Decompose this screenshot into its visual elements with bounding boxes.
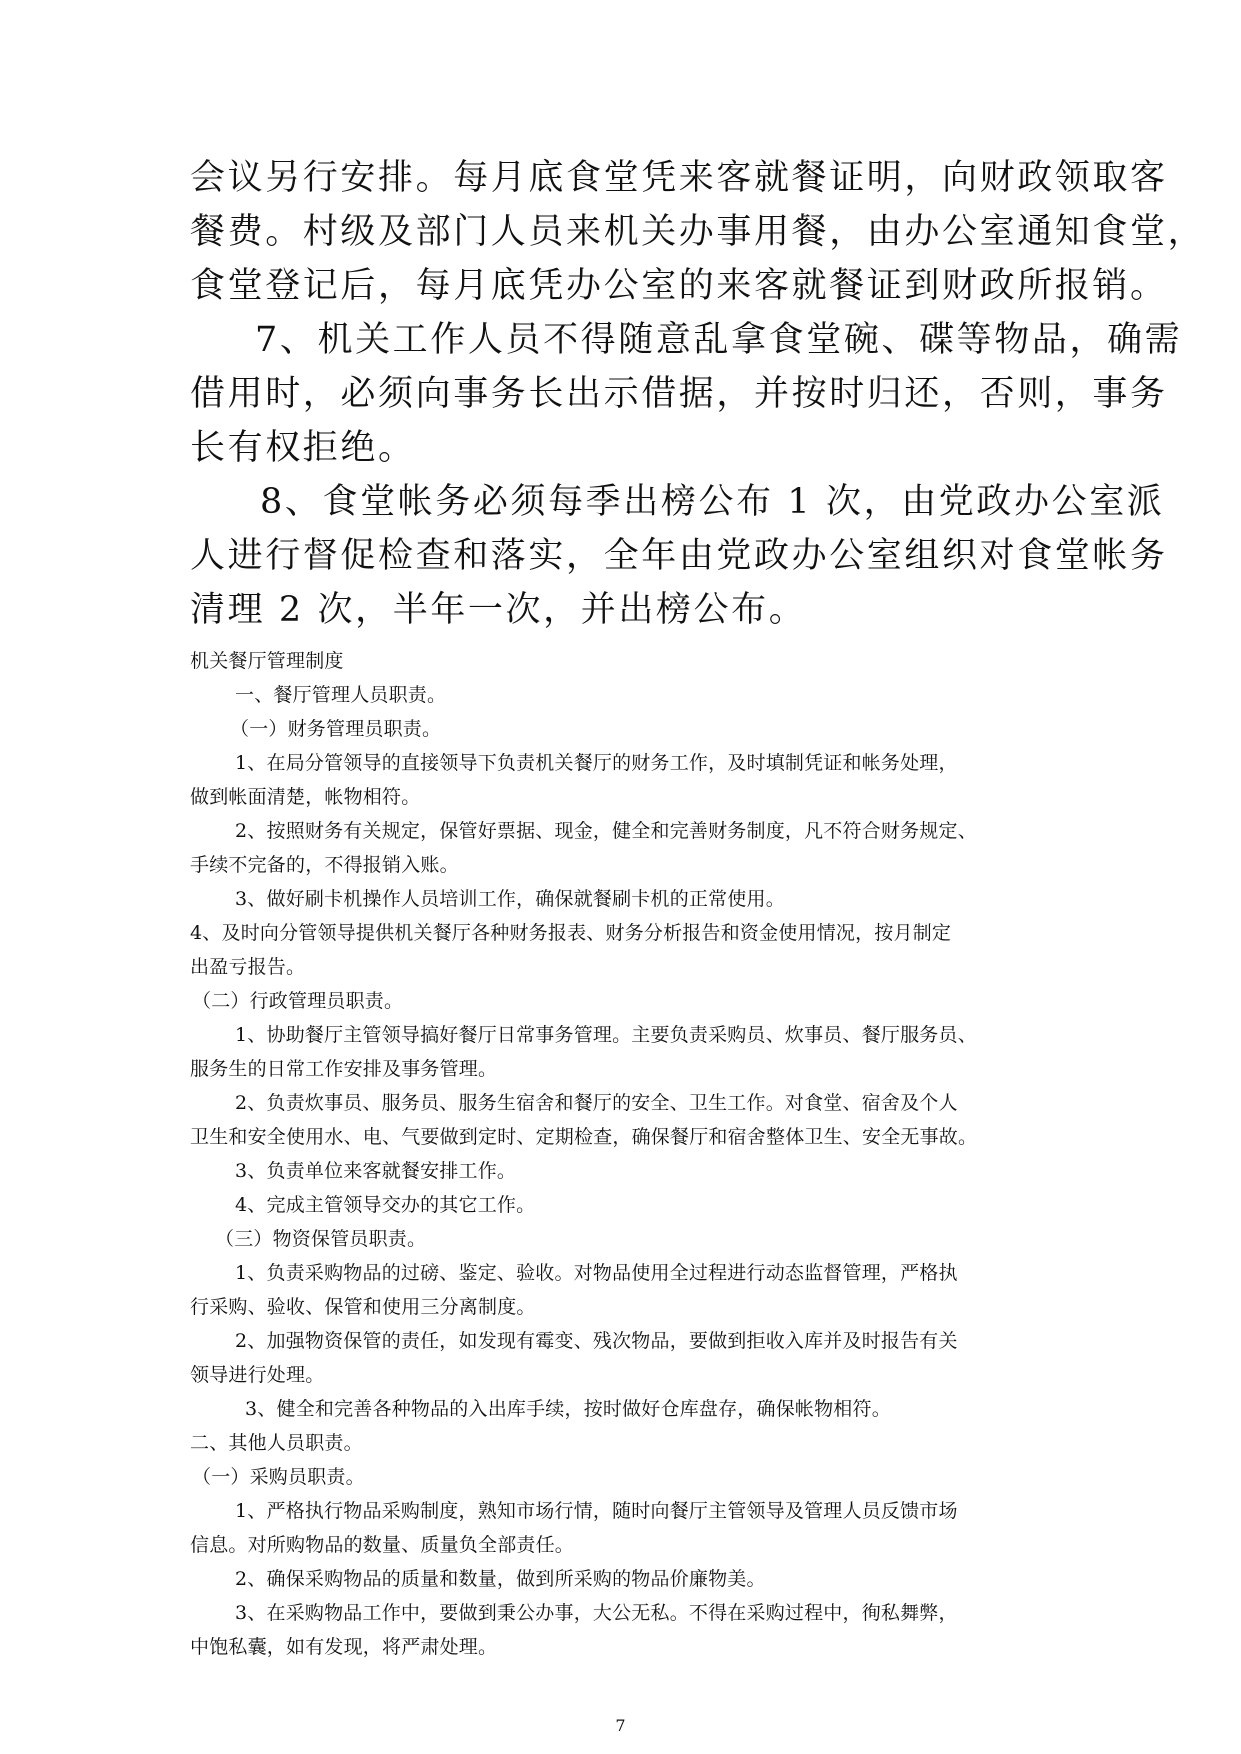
paragraph-line: 行采购、验收、保管和使用三分离制度。 <box>190 1296 536 1318</box>
subsection-heading: （一）采购员职责。 <box>192 1466 365 1488</box>
paragraph-line: 信息。对所购物品的数量、质量负全部责任。 <box>190 1534 575 1556</box>
section-heading: 一、餐厅管理人员职责。 <box>235 684 447 706</box>
page-number: 7 <box>615 1716 626 1735</box>
paragraph-line: 2、加强物资保管的责任，如发现有霉变、残次物品，要做到拒收入库并及时报告有关 <box>235 1330 958 1352</box>
paragraph-line: 3、健全和完善各种物品的入出库手续，按时做好仓库盘存，确保帐物相符。 <box>245 1398 891 1420</box>
paragraph-line: 卫生和安全使用水、电、气要做到定时、定期检查，确保餐厅和宿舍整体卫生、安全无事故。 <box>190 1126 978 1148</box>
paragraph-line: 8、食堂帐务必须每季出榜公布 1 次，由党政办公室派 <box>260 482 1165 522</box>
subsection-heading: （二）行政管理员职责。 <box>192 990 404 1012</box>
paragraph-line: 1、负责采购物品的过磅、鉴定、验收。对物品使用全过程进行动态监督管理，严格执 <box>235 1262 958 1284</box>
paragraph-line: 人进行督促检查和落实，全年由党政办公室组织对食堂帐务 <box>190 536 1168 576</box>
paragraph-line: 出盈亏报告。 <box>190 956 306 978</box>
subsection-heading: （三）物资保管员职责。 <box>215 1228 427 1250</box>
paragraph-line: 餐费。村级及部门人员来机关办事用餐，由办公室通知食堂， <box>190 212 1206 252</box>
section-heading: 二、其他人员职责。 <box>190 1432 363 1454</box>
paragraph-line: 领导进行处理。 <box>190 1364 325 1386</box>
paragraph-line: 长有权拒绝。 <box>190 428 416 468</box>
paragraph-line: 中饱私囊，如有发现，将严肃处理。 <box>190 1636 498 1658</box>
paragraph-line: 2、确保采购物品的质量和数量，做到所采购的物品价廉物美。 <box>235 1568 766 1590</box>
paragraph-line: 1、严格执行物品采购制度，熟知市场行情，随时向餐厅主管领导及管理人员反馈市场 <box>235 1500 958 1522</box>
paragraph-line: 1、在局分管领导的直接领导下负责机关餐厅的财务工作，及时填制凭证和帐务处理， <box>235 752 958 774</box>
paragraph-line: 4、及时向分管领导提供机关餐厅各种财务报表、财务分析报告和资金使用情况，按月制定 <box>190 922 952 944</box>
paragraph-line: 借用时，必须向事务长出示借据，并按时归还，否则，事务 <box>190 374 1168 414</box>
subsection-heading: （一）财务管理员职责。 <box>230 718 442 740</box>
section-title: 机关餐厅管理制度 <box>190 650 344 672</box>
paragraph-line: 2、按照财务有关规定，保管好票据、现金，健全和完善财务制度，凡不符合财务规定、 <box>235 820 977 842</box>
paragraph-line: 3、负责单位来客就餐安排工作。 <box>235 1160 517 1182</box>
paragraph-line: 3、在采购物品工作中，要做到秉公办事，大公无私。不得在采购过程中，徇私舞弊， <box>235 1602 958 1624</box>
paragraph-line: 服务生的日常工作安排及事务管理。 <box>190 1058 498 1080</box>
paragraph-line: 3、做好刷卡机操作人员培训工作，确保就餐刷卡机的正常使用。 <box>235 888 785 910</box>
paragraph-line: 1、协助餐厅主管领导搞好餐厅日常事务管理。主要负责采购员、炊事员、餐厅服务员、 <box>235 1024 977 1046</box>
paragraph-line: 手续不完备的，不得报销入账。 <box>190 854 459 876</box>
paragraph-line: 清理 2 次，半年一次，并出榜公布。 <box>190 590 807 630</box>
paragraph-line: 做到帐面清楚，帐物相符。 <box>190 786 421 808</box>
paragraph-line: 4、完成主管领导交办的其它工作。 <box>235 1194 536 1216</box>
paragraph-line: 食堂登记后，每月底凭办公室的来客就餐证到财政所报销。 <box>190 266 1168 306</box>
paragraph-line: 2、负责炊事员、服务员、服务生宿舍和餐厅的安全、卫生工作。对食堂、宿舍及个人 <box>235 1092 958 1114</box>
paragraph-line: 7、机关工作人员不得随意乱拿食堂碗、碟等物品，确需 <box>255 320 1183 360</box>
paragraph-line: 会议另行安排。每月底食堂凭来客就餐证明，向财政领取客 <box>190 158 1168 198</box>
